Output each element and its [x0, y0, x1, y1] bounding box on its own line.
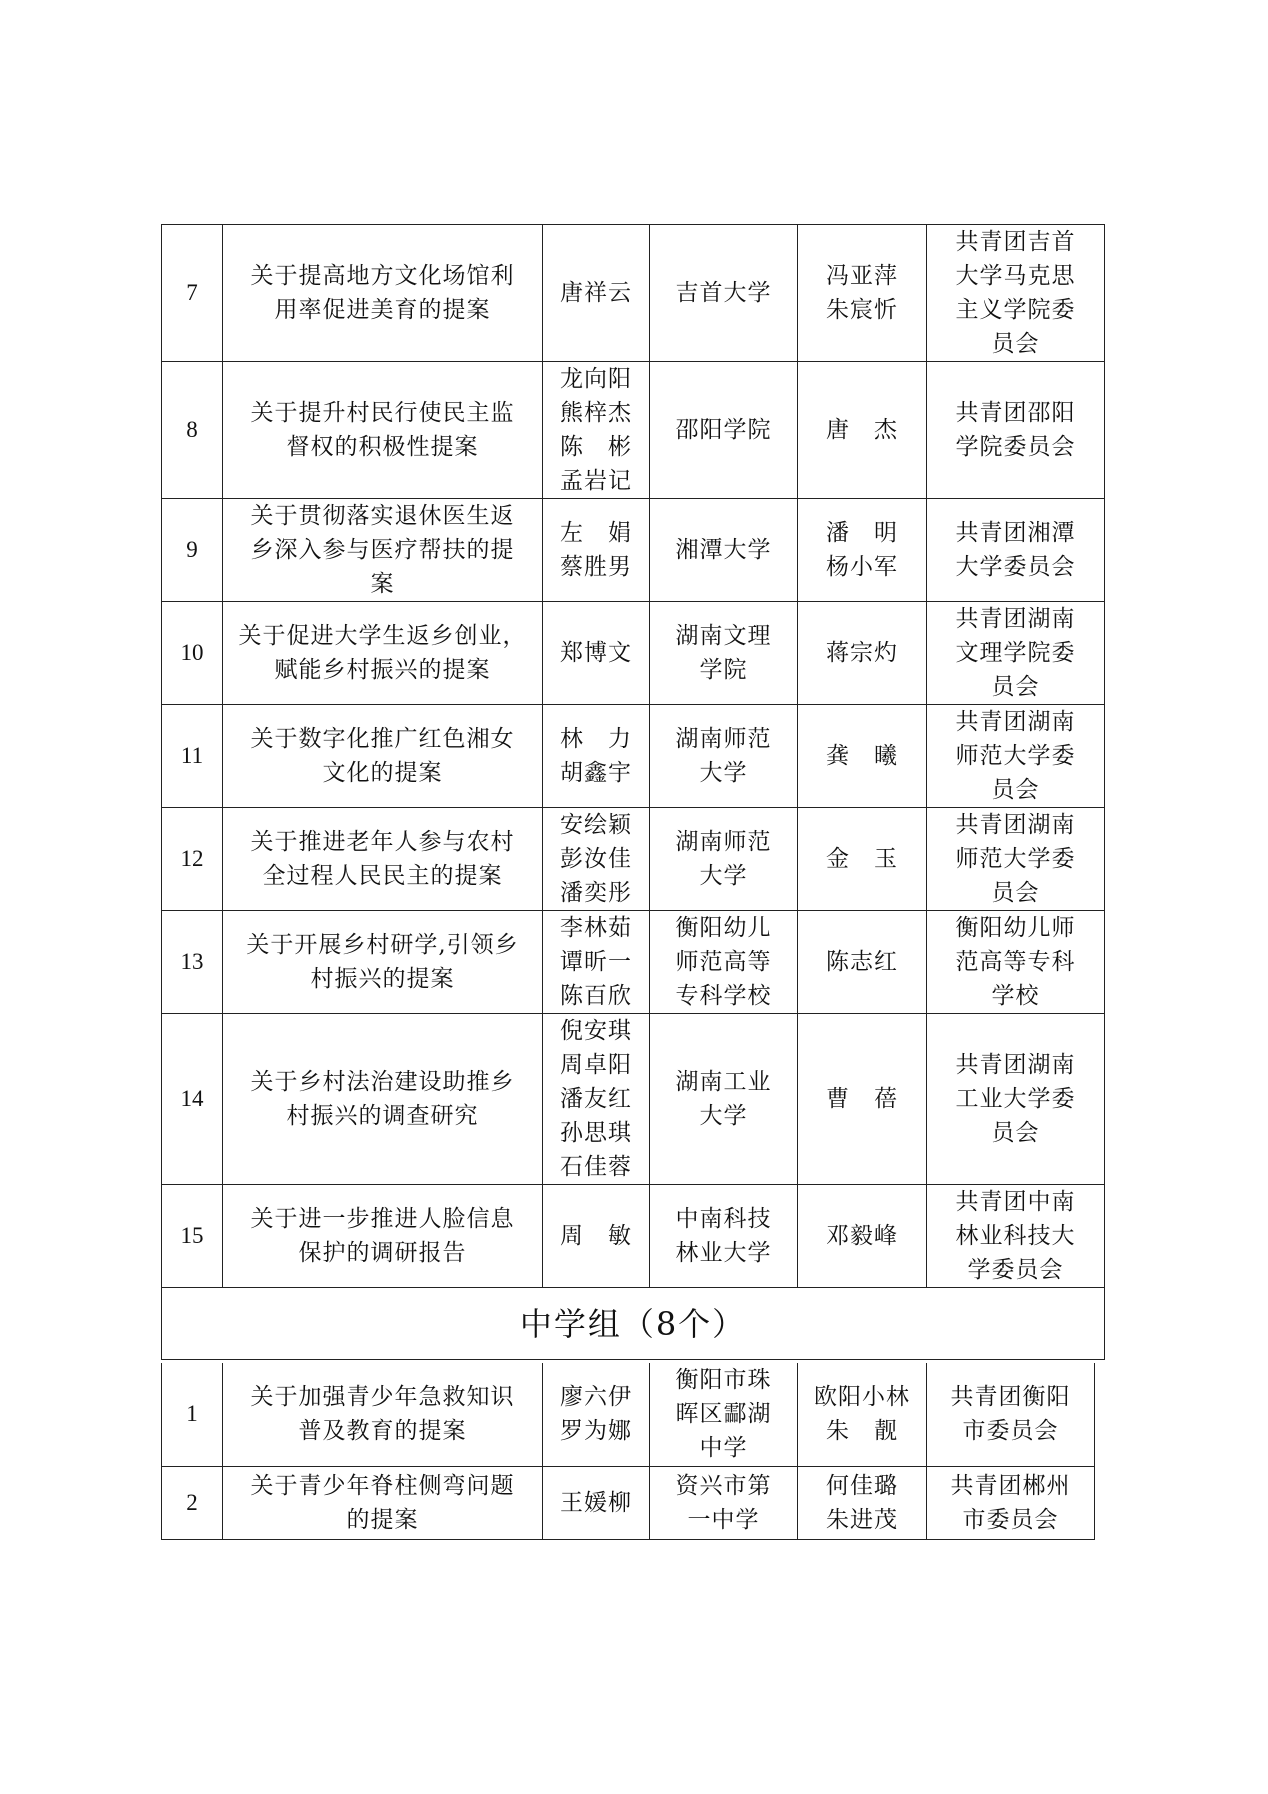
- recommending-unit-line: 共青团衡阳: [950, 1384, 1071, 1411]
- school-name: [650, 1466, 798, 1539]
- advisor-names-line: 陈志红: [826, 949, 898, 975]
- row-number: 1: [162, 1363, 223, 1466]
- proposal-title: [223, 808, 543, 911]
- proposal-title-line: 关于数字化推广红色湘女: [250, 726, 515, 752]
- recommending-unit-line: 共青团吉首: [955, 229, 1076, 255]
- advisor-names-line: 何佳璐: [826, 1472, 898, 1499]
- proposal-title-line: 关于乡村法治建设助推乡: [250, 1069, 515, 1095]
- table-row: [162, 499, 1105, 602]
- author-names-line: 周 敏: [560, 1223, 632, 1249]
- recommending-unit-line: 共青团湖南: [955, 709, 1076, 735]
- row-number: 10: [162, 602, 223, 705]
- school-name-line: 专科学校: [675, 983, 772, 1009]
- author-names-line: 胡鑫宇: [560, 760, 632, 786]
- advisor-names-line: 金 玉: [826, 846, 898, 872]
- recommending-unit-line: 市委员会: [962, 1418, 1059, 1445]
- school-name-line: 一中学: [687, 1506, 760, 1533]
- author-names-line: 彭汝佳: [560, 846, 632, 872]
- recommending-unit-line: 共青团中南: [955, 1189, 1076, 1215]
- author-names: [543, 602, 650, 705]
- row-number: 11: [162, 705, 223, 808]
- school-name: [650, 1014, 798, 1185]
- school-name: [650, 808, 798, 911]
- proposal-title-line: 乡深入参与医疗帮扶的提: [250, 537, 515, 563]
- school-name-line: 吉首大学: [675, 280, 772, 306]
- school-name-line: 大学: [699, 863, 748, 889]
- advisor-names-line: 朱宸忻: [826, 297, 898, 323]
- table-row: [162, 362, 1105, 499]
- recommending-unit-line: 员会: [991, 331, 1040, 357]
- proposal-title-line: 关于推进老年人参与农村: [250, 829, 515, 855]
- school-name-line: 大学: [699, 760, 748, 786]
- row-number: 9: [162, 499, 223, 602]
- author-names-line: 郑博文: [560, 640, 632, 666]
- author-names-line: 王媛柳: [560, 1489, 632, 1516]
- author-names-line: 左 娟: [560, 520, 632, 546]
- author-names: [543, 225, 650, 362]
- proposal-title: [223, 499, 543, 602]
- section-header-row: [162, 1288, 1105, 1360]
- proposal-title-line: 普及教育的提案: [298, 1418, 467, 1445]
- recommending-unit-line: 共青团郴州: [950, 1472, 1071, 1499]
- recommending-unit-line: 共青团邵阳: [955, 400, 1076, 426]
- recommending-unit: [927, 1466, 1095, 1539]
- advisor-names: [798, 225, 927, 362]
- school-name-line: 学院: [699, 657, 748, 683]
- school-name-line: 资兴市第: [675, 1472, 772, 1499]
- school-name-line: 晖区酃湖: [675, 1401, 772, 1428]
- author-names-line: 倪安琪: [560, 1018, 632, 1044]
- award-table-middle-school: [161, 1363, 1095, 1540]
- author-names-line: 安绘颖: [560, 812, 632, 838]
- author-names-line: 陈 彬: [560, 434, 632, 460]
- recommending-unit-line: 市委员会: [962, 1506, 1059, 1533]
- author-names-line: 龙向阳: [560, 366, 632, 392]
- recommending-unit: [927, 705, 1105, 808]
- author-names-line: 孟岩记: [560, 468, 632, 494]
- recommending-unit-line: 文理学院委: [955, 640, 1076, 666]
- advisor-names-line: 冯亚萍: [826, 263, 898, 289]
- proposal-title-line: 关于加强青少年急救知识: [250, 1384, 515, 1411]
- proposal-title-line: 督权的积极性提案: [286, 434, 479, 460]
- proposal-title-line: 的提案: [346, 1506, 419, 1533]
- award-table-university: [161, 224, 1105, 1360]
- author-names: [543, 808, 650, 911]
- proposal-title-line: 关于开展乡村研学,引领乡: [246, 932, 519, 958]
- advisor-names-line: 曹 蓓: [826, 1086, 898, 1112]
- advisor-names-line: 杨小军: [826, 554, 898, 580]
- author-names-line: 蔡胜男: [560, 554, 632, 580]
- recommending-unit-line: 员会: [991, 674, 1040, 700]
- proposal-title-line: 案: [370, 571, 395, 597]
- recommending-unit: [927, 225, 1105, 362]
- author-names-line: 林 力: [560, 726, 632, 752]
- recommending-unit: [927, 1014, 1105, 1185]
- proposal-title-line: 村振兴的提案: [310, 966, 455, 992]
- proposal-title: [223, 1185, 543, 1288]
- recommending-unit-line: 师范大学委: [955, 743, 1076, 769]
- school-name: [650, 225, 798, 362]
- advisor-names: [798, 602, 927, 705]
- author-names-line: 潘奕彤: [560, 880, 632, 906]
- author-names-line: 唐祥云: [560, 280, 632, 306]
- proposal-title-line: 赋能乡村振兴的提案: [274, 657, 491, 683]
- advisor-names: [798, 1466, 927, 1539]
- recommending-unit-line: 共青团湖南: [955, 606, 1076, 632]
- author-names-line: 周卓阳: [560, 1052, 632, 1078]
- proposal-title-line: 关于贯彻落实退休医生返: [250, 503, 515, 529]
- proposal-title-line: 关于提升村民行使民主监: [250, 400, 515, 426]
- author-names: [543, 1014, 650, 1185]
- proposal-title-line: 关于促进大学生返乡创业，: [238, 623, 527, 649]
- school-name: [650, 1363, 798, 1466]
- author-names-line: 谭昕一: [560, 949, 632, 975]
- school-name: [650, 911, 798, 1014]
- advisor-names: [798, 499, 927, 602]
- proposal-title: [223, 362, 543, 499]
- school-name-line: 湖南工业: [675, 1069, 772, 1095]
- school-name: [650, 705, 798, 808]
- proposal-title: [223, 602, 543, 705]
- row-number: 13: [162, 911, 223, 1014]
- advisor-names-line: 欧阳小林: [814, 1384, 910, 1411]
- school-name-line: 大学: [699, 1103, 748, 1129]
- recommending-unit-line: 共青团湖南: [955, 812, 1076, 838]
- advisor-names: [798, 1014, 927, 1185]
- school-name-line: 中学: [699, 1435, 748, 1462]
- proposal-title-line: 文化的提案: [322, 760, 443, 786]
- row-number: 7: [162, 225, 223, 362]
- recommending-unit-line: 员会: [991, 777, 1040, 803]
- recommending-unit-line: 主义学院委: [955, 297, 1076, 323]
- recommending-unit-line: 共青团湘潭: [955, 520, 1076, 546]
- recommending-unit-line: 共青团湖南: [955, 1052, 1076, 1078]
- advisor-names-line: 朱进茂: [826, 1506, 898, 1533]
- school-name: [650, 1185, 798, 1288]
- recommending-unit: [927, 362, 1105, 499]
- school-name-line: 湖南师范: [675, 829, 772, 855]
- proposal-title-line: 用率促进美育的提案: [274, 297, 491, 323]
- school-name: [650, 602, 798, 705]
- advisor-names: [798, 1185, 927, 1288]
- advisor-names: [798, 911, 927, 1014]
- advisor-names: [798, 1363, 927, 1466]
- row-number: 2: [162, 1466, 223, 1539]
- table-row: [162, 225, 1105, 362]
- advisor-names-line: 蒋宗灼: [826, 640, 898, 666]
- advisor-names-line: 朱 靓: [826, 1418, 898, 1445]
- school-name-line: 林业大学: [675, 1240, 772, 1266]
- table-row: [162, 911, 1105, 1014]
- author-names-line: 潘友红: [560, 1086, 632, 1112]
- recommending-unit-line: 学校: [991, 983, 1040, 1009]
- recommending-unit-line: 员会: [991, 1120, 1040, 1146]
- school-name-line: 湘潭大学: [675, 537, 772, 563]
- school-name-line: 衡阳幼儿: [675, 915, 772, 941]
- recommending-unit: [927, 1363, 1095, 1466]
- recommending-unit-line: 范高等专科: [955, 949, 1076, 975]
- recommending-unit-line: 大学委员会: [955, 554, 1076, 580]
- school-name-line: 湖南文理: [675, 623, 772, 649]
- author-names: [543, 362, 650, 499]
- table-row: [162, 705, 1105, 808]
- school-name-line: 中南科技: [675, 1206, 772, 1232]
- recommending-unit-line: 学委员会: [967, 1257, 1064, 1283]
- recommending-unit-line: 林业科技大: [955, 1223, 1076, 1249]
- recommending-unit-line: 衡阳幼儿师: [955, 915, 1076, 941]
- recommending-unit-line: 学院委员会: [955, 434, 1076, 460]
- proposal-title-line: 保护的调研报告: [298, 1240, 467, 1266]
- recommending-unit: [927, 808, 1105, 911]
- proposal-title: [223, 1014, 543, 1185]
- advisor-names-line: 唐 杰: [826, 417, 898, 443]
- school-name-line: 邵阳学院: [675, 417, 772, 443]
- author-names-line: 熊梓杰: [560, 400, 632, 426]
- advisor-names: [798, 705, 927, 808]
- table-row: [162, 1363, 1095, 1466]
- proposal-title-line: 村振兴的调查研究: [286, 1103, 479, 1129]
- recommending-unit-line: 工业大学委: [955, 1086, 1076, 1112]
- proposal-title: [223, 911, 543, 1014]
- author-names-line: 石佳蓉: [560, 1154, 632, 1180]
- proposal-title-line: 关于提高地方文化场馆利: [250, 263, 515, 289]
- row-number: 8: [162, 362, 223, 499]
- author-names: [543, 705, 650, 808]
- author-names: [543, 911, 650, 1014]
- table-row: [162, 1014, 1105, 1185]
- recommending-unit-line: 员会: [991, 880, 1040, 906]
- table-row: [162, 602, 1105, 705]
- school-name-line: 衡阳市珠: [675, 1367, 772, 1394]
- proposal-title-line: 关于进一步推进人脸信息: [250, 1206, 515, 1232]
- proposal-title: [223, 225, 543, 362]
- author-names-line: 罗为娜: [560, 1418, 632, 1445]
- school-name-line: 湖南师范: [675, 726, 772, 752]
- recommending-unit: [927, 911, 1105, 1014]
- author-names-line: 廖六伊: [560, 1384, 632, 1411]
- advisor-names: [798, 362, 927, 499]
- author-names: [543, 499, 650, 602]
- row-number: 14: [162, 1014, 223, 1185]
- author-names-line: 陈百欣: [560, 983, 632, 1009]
- recommending-unit: [927, 499, 1105, 602]
- advisor-names-line: 龚 曦: [826, 743, 898, 769]
- advisor-names-line: 邓毅峰: [826, 1223, 898, 1249]
- section-title: 中学组（8个）: [162, 1288, 1105, 1360]
- recommending-unit: [927, 1185, 1105, 1288]
- row-number: 12: [162, 808, 223, 911]
- author-names-line: 李林茹: [560, 915, 632, 941]
- author-names-line: 孙思琪: [560, 1120, 632, 1146]
- school-name-line: 师范高等: [675, 949, 772, 975]
- table-row: [162, 1466, 1095, 1539]
- proposal-title-line: 全过程人民民主的提案: [262, 863, 503, 889]
- school-name: [650, 362, 798, 499]
- recommending-unit-line: 师范大学委: [955, 846, 1076, 872]
- proposal-title: [223, 705, 543, 808]
- advisor-names-line: 潘 明: [826, 520, 898, 546]
- proposal-title: [223, 1363, 543, 1466]
- advisor-names: [798, 808, 927, 911]
- row-number: 15: [162, 1185, 223, 1288]
- recommending-unit: [927, 602, 1105, 705]
- recommending-unit-line: 大学马克思: [955, 263, 1076, 289]
- table-row: [162, 1185, 1105, 1288]
- proposal-title-line: 关于青少年脊柱侧弯问题: [250, 1472, 515, 1499]
- table-row: [162, 808, 1105, 911]
- school-name: [650, 499, 798, 602]
- author-names: [543, 1185, 650, 1288]
- proposal-title: [223, 1466, 543, 1539]
- author-names: [543, 1363, 650, 1466]
- author-names: [543, 1466, 650, 1539]
